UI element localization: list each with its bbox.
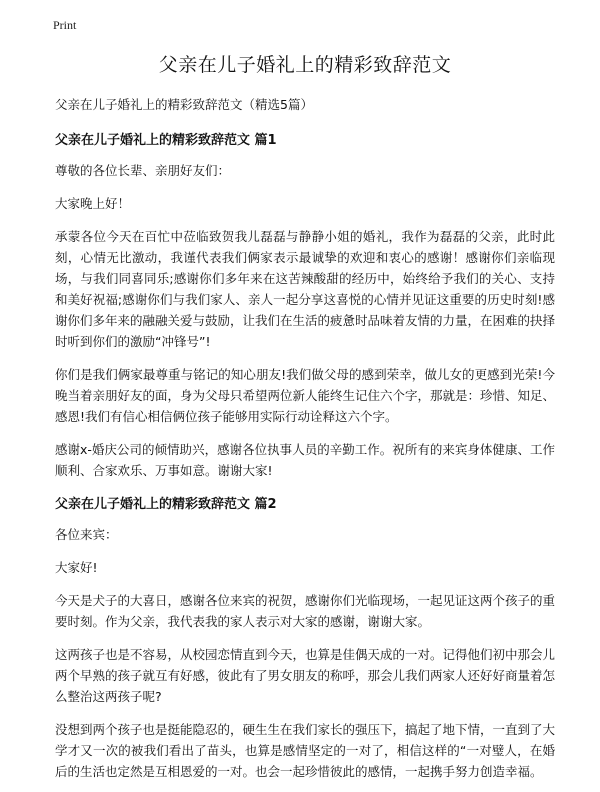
section-heading: 父亲在儿子婚礼上的精彩致辞范文 篇2 bbox=[55, 497, 277, 512]
document-body bbox=[55, 50, 555, 792]
section-1 bbox=[55, 129, 555, 481]
paragraph: 大家好! bbox=[55, 560, 98, 575]
section-2 bbox=[55, 493, 555, 782]
paragraph: 这两孩子也是不容易，从校园恋情直到今天，也算是佳偶天成的一对。记得他们初中那会儿两个早熟的孩子就互有好感，彼此有了男女朋友的称呼，那会儿我们两家人还好好商量着怎么整治这两孩子呢? bbox=[55, 647, 556, 704]
paragraph: 你们是我们俩家最尊重与铭记的知心朋友!我们做父母的感到荣幸，做儿女的更感到光荣!今晚当着亲朋好友的面，身为父母只希望两位新人能终生记住六个字，那就是：珍惜、知足、感恩!我们有信心相信俩位孩子能够用实际行动诠释这六个字。 bbox=[55, 367, 556, 424]
paragraph: 各位来宾： bbox=[55, 527, 118, 542]
paragraph: 没想到两个孩子也是挺能隐忍的，硬生生在我们家长的强压下，搞起了地下情，一直到了大学才又一次的被我们看出了苗头，也算是感情坚定的一对了，相信这样的“一对璧人，在婚后的生活也定然是互相恩爱的一对。也会一起珍惜彼此的感情，一起携手努力创造幸福。 bbox=[55, 722, 556, 779]
section-heading: 父亲在儿子婚礼上的精彩致辞范文 篇1 bbox=[55, 133, 277, 148]
document-title: 父亲在儿子婚礼上的精彩致辞范文 bbox=[158, 54, 452, 76]
paragraph: 今天是犬子的大喜日，感谢各位来宾的祝贺，感谢你们光临现场，一起见证这两个孩子的重要时刻。作为父亲，我代表我的家人表示对大家的感谢，谢谢大家。 bbox=[55, 593, 556, 629]
paragraph: 感谢x-婚庆公司的倾情助兴，感谢各位执事人员的辛勤工作。祝所有的来宾身体健康、工作顺利、合家欢乐、万事如意。谢谢大家! bbox=[55, 442, 555, 478]
document-subtitle: 父亲在儿子婚礼上的精彩致辞范文（精选5篇） bbox=[55, 97, 313, 112]
print-label: Print bbox=[53, 18, 77, 32]
paragraph: 尊敬的各位长辈、亲朋好友们： bbox=[55, 163, 231, 178]
paragraph: 承蒙各位今天在百忙中莅临致贺我儿磊磊与静静小姐的婚礼，我作为磊磊的父亲，此时此刻，心情无比激动，我谨代表我们俩家表示最诚挚的欢迎和衷心的感谢！感谢你们亲临现场，与我们同喜同乐;感谢你们多年来在这苦辣酸甜的经历中，始终给予我们的关心、支持和美好祝福;感谢你们与我们家人、亲人一起分享这喜悦的心情并见证这重要的历史时刻!感谢你们多年来的融融关爱与鼓励，让我们在生活的疲惫时品味着友情的力量，在困难的抉择时听到你们的激励“冲锋号”! bbox=[55, 229, 556, 349]
paragraph: 大家晚上好！ bbox=[55, 196, 131, 211]
